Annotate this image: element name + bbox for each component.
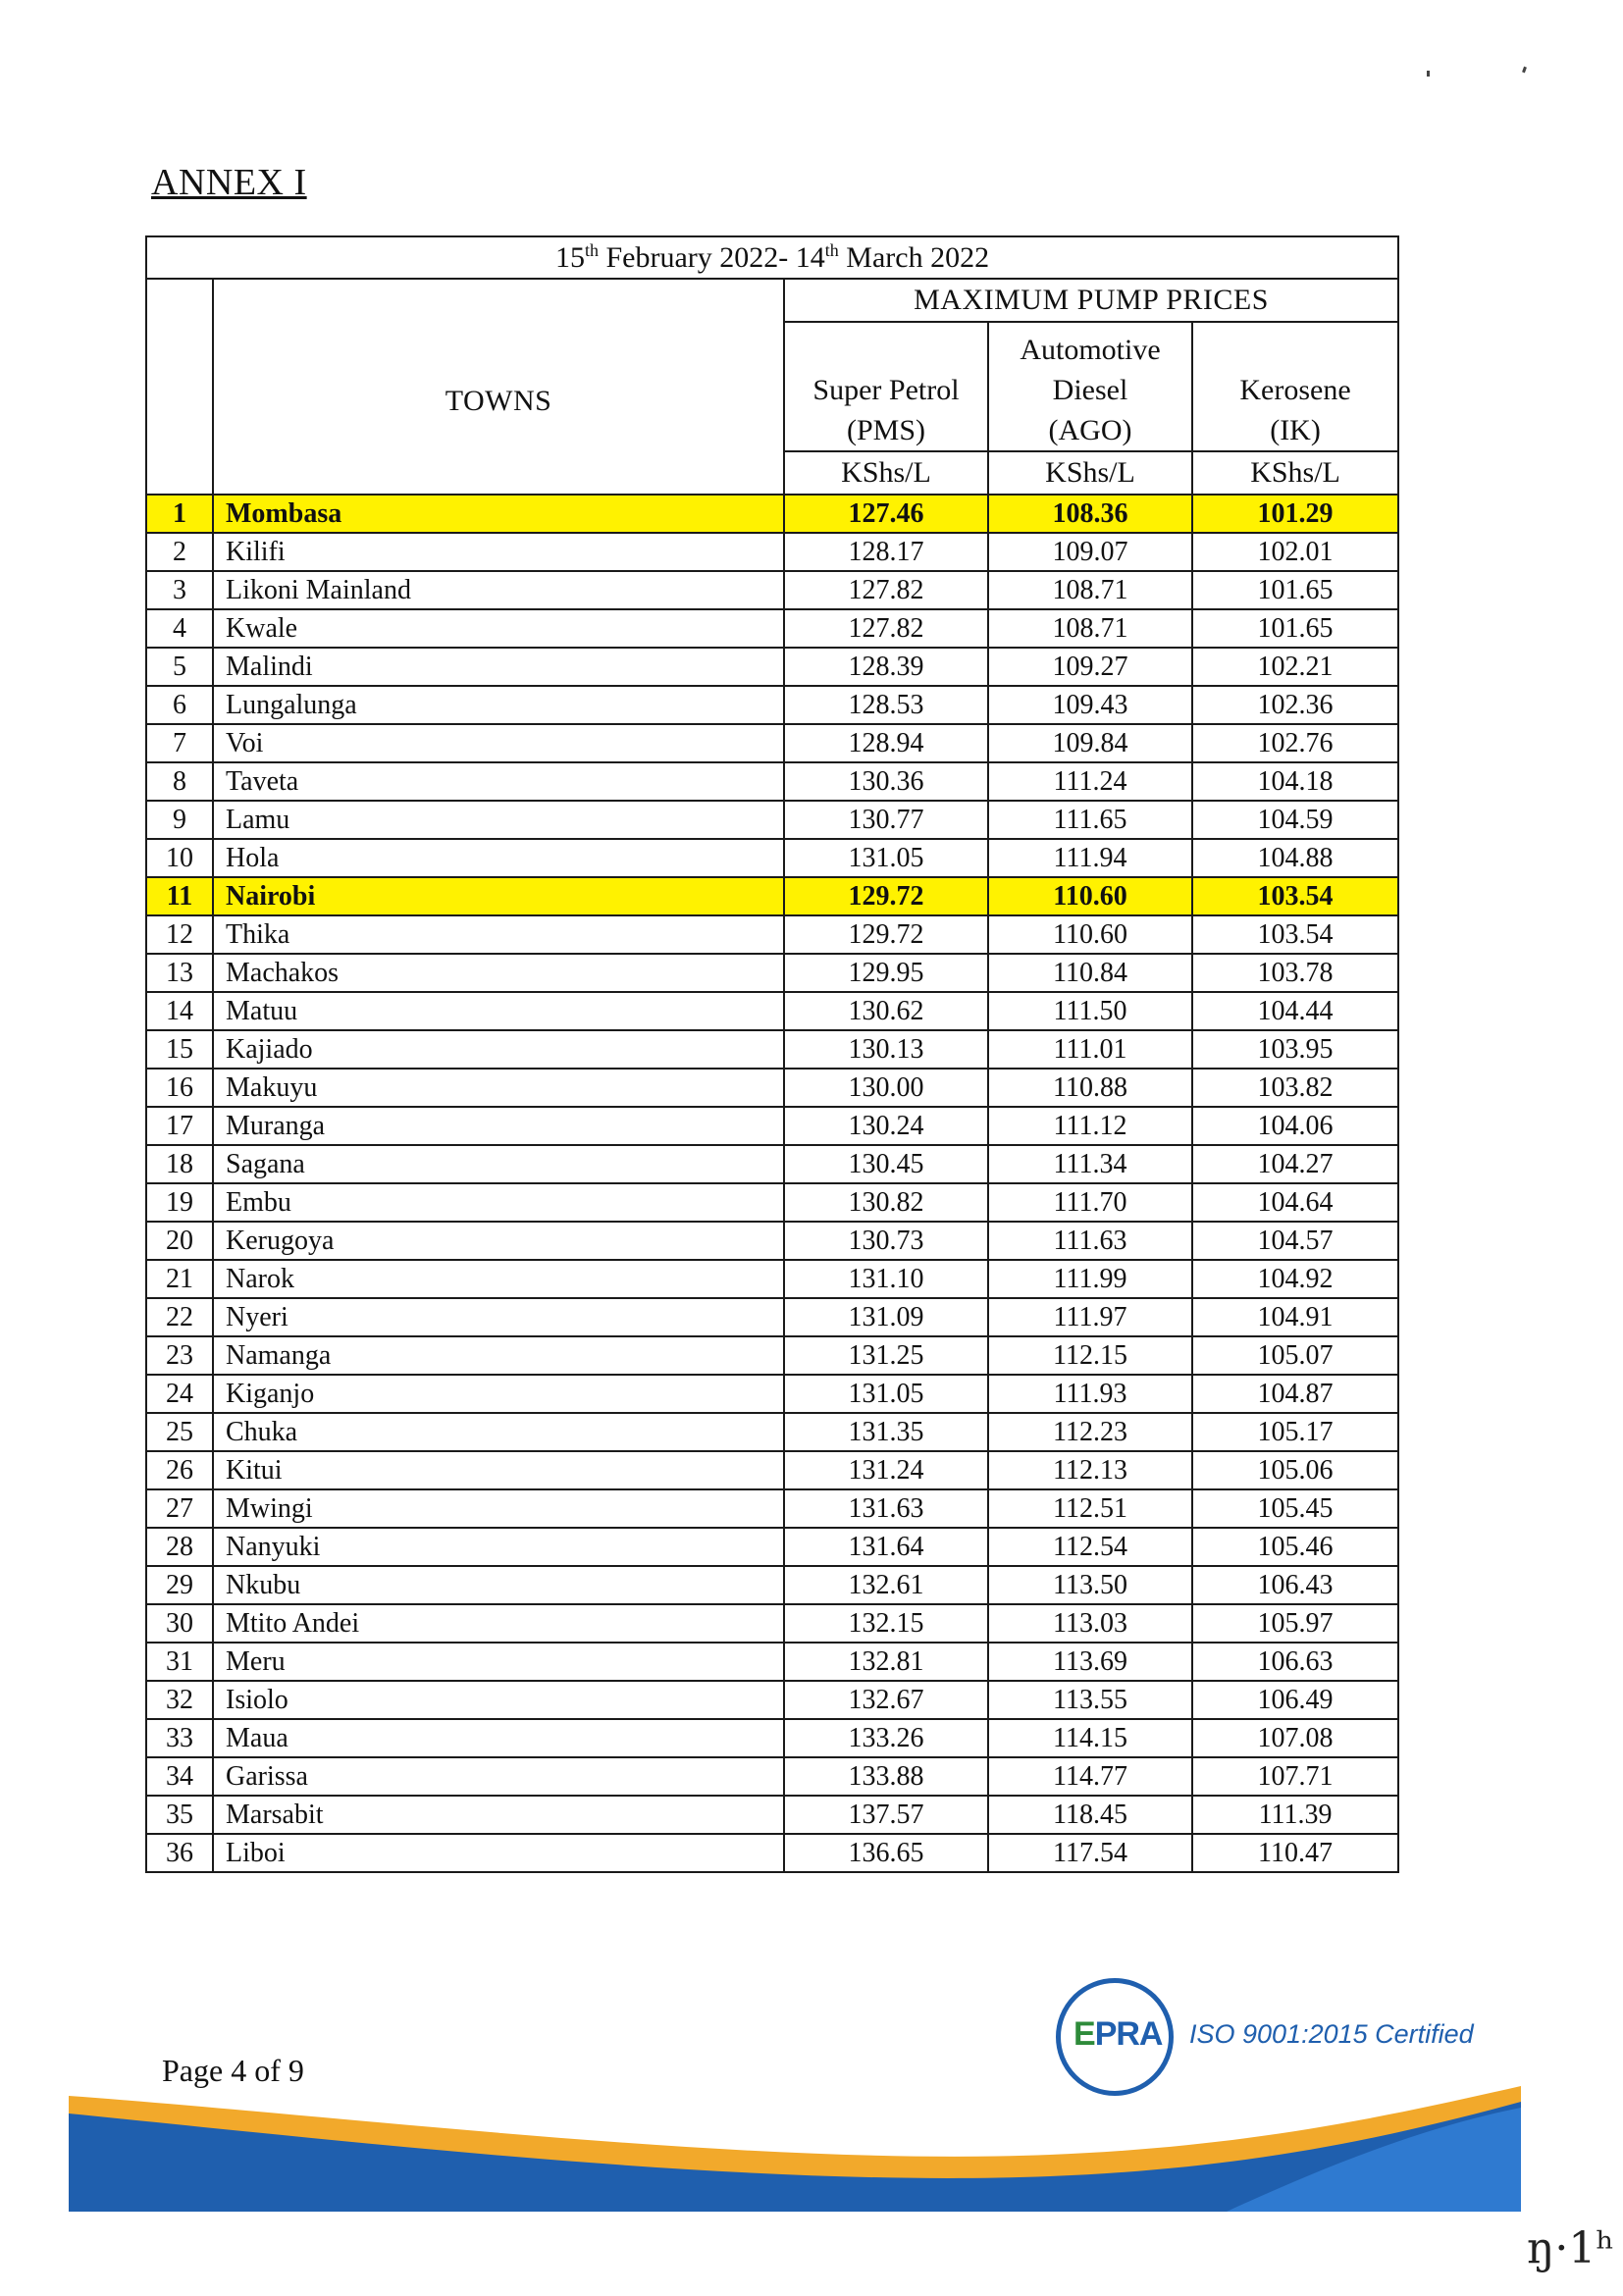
annex-title: ANNEX I — [151, 162, 307, 203]
kerosene-header: Kerosene (IK) — [1192, 322, 1398, 451]
town-name: Voi — [213, 724, 784, 762]
town-name: Matuu — [213, 992, 784, 1030]
town-name: Kajiado — [213, 1030, 784, 1069]
table-row — [146, 1298, 1398, 1336]
town-name: Machakos — [213, 954, 784, 992]
kerosene-price: 104.92 — [1192, 1260, 1398, 1298]
diesel-price: 108.71 — [988, 609, 1192, 648]
town-name: Kilifi — [213, 533, 784, 571]
super-petrol-price: 136.65 — [784, 1834, 988, 1872]
super-petrol-price: 137.57 — [784, 1796, 988, 1834]
super-petrol-price: 131.64 — [784, 1528, 988, 1566]
handwritten-mark: ŋ·1ʰ — [1527, 2223, 1615, 2273]
town-name: Embu — [213, 1183, 784, 1222]
town-name: Garissa — [213, 1757, 784, 1796]
diesel-price: 113.50 — [988, 1566, 1192, 1604]
super-petrol-unit: KShs/L — [784, 451, 988, 495]
diesel-price: 111.12 — [988, 1107, 1192, 1145]
diesel-price: 113.03 — [988, 1604, 1192, 1643]
row-number: 23 — [146, 1336, 213, 1375]
table-row — [146, 533, 1398, 571]
kerosene-price: 110.47 — [1192, 1834, 1398, 1872]
town-name: Kwale — [213, 609, 784, 648]
row-number: 27 — [146, 1489, 213, 1528]
super-petrol-price: 130.00 — [784, 1069, 988, 1107]
diesel-unit: KShs/L — [988, 451, 1192, 495]
town-name: Kiganjo — [213, 1375, 784, 1413]
row-number: 30 — [146, 1604, 213, 1643]
row-number: 6 — [146, 686, 213, 724]
row-number: 13 — [146, 954, 213, 992]
super-petrol-price: 131.10 — [784, 1260, 988, 1298]
table-row — [146, 1069, 1398, 1107]
kerosene-price: 103.54 — [1192, 915, 1398, 954]
diesel-price: 110.84 — [988, 954, 1192, 992]
kerosene-price: 106.49 — [1192, 1681, 1398, 1719]
super-petrol-price: 130.62 — [784, 992, 988, 1030]
row-number: 34 — [146, 1757, 213, 1796]
kerosene-price: 106.63 — [1192, 1643, 1398, 1681]
table-row — [146, 1489, 1398, 1528]
row-number: 11 — [146, 877, 213, 915]
town-name: Kerugoya — [213, 1222, 784, 1260]
town-name: Meru — [213, 1643, 784, 1681]
row-number: 10 — [146, 839, 213, 877]
town-name: Nkubu — [213, 1566, 784, 1604]
super-petrol-price: 131.63 — [784, 1489, 988, 1528]
diesel-price: 112.23 — [988, 1413, 1192, 1451]
diesel-price: 112.54 — [988, 1528, 1192, 1566]
diesel-price: 108.71 — [988, 571, 1192, 609]
diesel-price: 111.63 — [988, 1222, 1192, 1260]
towns-header: TOWNS — [213, 279, 784, 495]
town-name: Lungalunga — [213, 686, 784, 724]
kerosene-price: 111.39 — [1192, 1796, 1398, 1834]
town-name: Thika — [213, 915, 784, 954]
super-petrol-price: 130.77 — [784, 801, 988, 839]
row-number: 2 — [146, 533, 213, 571]
row-number: 9 — [146, 801, 213, 839]
kerosene-price: 101.65 — [1192, 571, 1398, 609]
super-petrol-price: 128.39 — [784, 648, 988, 686]
super-petrol-price: 133.88 — [784, 1757, 988, 1796]
table-row — [146, 495, 1398, 533]
pump-prices-table — [145, 235, 1399, 1873]
kerosene-price: 101.29 — [1192, 495, 1398, 533]
row-number: 20 — [146, 1222, 213, 1260]
super-petrol-price: 129.95 — [784, 954, 988, 992]
table-row — [146, 915, 1398, 954]
kerosene-price: 105.97 — [1192, 1604, 1398, 1643]
kerosene-price: 107.71 — [1192, 1757, 1398, 1796]
diesel-price: 114.15 — [988, 1719, 1192, 1757]
row-number: 15 — [146, 1030, 213, 1069]
town-name: Narok — [213, 1260, 784, 1298]
super-petrol-price: 128.94 — [784, 724, 988, 762]
table-row — [146, 1757, 1398, 1796]
super-petrol-price: 128.53 — [784, 686, 988, 724]
town-name: Nanyuki — [213, 1528, 784, 1566]
diesel-price: 112.13 — [988, 1451, 1192, 1489]
town-name: Malindi — [213, 648, 784, 686]
kerosene-price: 105.45 — [1192, 1489, 1398, 1528]
row-number: 3 — [146, 571, 213, 609]
period-header: 15th February 2022- 14th March 2022 — [146, 236, 1398, 279]
super-petrol-price: 131.05 — [784, 1375, 988, 1413]
town-name: Liboi — [213, 1834, 784, 1872]
max-pump-prices-header: MAXIMUM PUMP PRICES — [784, 279, 1398, 322]
diesel-price: 110.60 — [988, 877, 1192, 915]
town-name: Isiolo — [213, 1681, 784, 1719]
number-header — [146, 279, 213, 495]
table-row — [146, 992, 1398, 1030]
row-number: 25 — [146, 1413, 213, 1451]
row-number: 5 — [146, 648, 213, 686]
table-row — [146, 877, 1398, 915]
super-petrol-price: 127.82 — [784, 571, 988, 609]
table-row — [146, 1145, 1398, 1183]
super-petrol-price: 128.17 — [784, 533, 988, 571]
table-row — [146, 1451, 1398, 1489]
table-row — [146, 1030, 1398, 1069]
table-row — [146, 1183, 1398, 1222]
row-number: 35 — [146, 1796, 213, 1834]
kerosene-price: 103.54 — [1192, 877, 1398, 915]
town-name: Mombasa — [213, 495, 784, 533]
table-row — [146, 686, 1398, 724]
diesel-price: 118.45 — [988, 1796, 1192, 1834]
row-number: 26 — [146, 1451, 213, 1489]
table-row — [146, 1413, 1398, 1451]
town-name: Chuka — [213, 1413, 784, 1451]
kerosene-price: 102.21 — [1192, 648, 1398, 686]
town-name: Mtito Andei — [213, 1604, 784, 1643]
row-number: 19 — [146, 1183, 213, 1222]
row-number: 12 — [146, 915, 213, 954]
diesel-price: 108.36 — [988, 495, 1192, 533]
row-number: 21 — [146, 1260, 213, 1298]
row-number: 28 — [146, 1528, 213, 1566]
diesel-price: 111.94 — [988, 839, 1192, 877]
table-row — [146, 839, 1398, 877]
row-number: 18 — [146, 1145, 213, 1183]
super-petrol-price: 130.36 — [784, 762, 988, 801]
row-number: 32 — [146, 1681, 213, 1719]
town-name: Makuyu — [213, 1069, 784, 1107]
table-row — [146, 1719, 1398, 1757]
kerosene-price: 101.65 — [1192, 609, 1398, 648]
row-number: 36 — [146, 1834, 213, 1872]
kerosene-price: 103.82 — [1192, 1069, 1398, 1107]
kerosene-price: 106.43 — [1192, 1566, 1398, 1604]
table-row — [146, 1375, 1398, 1413]
super-petrol-header: Super Petrol (PMS) — [784, 322, 988, 451]
kerosene-price: 104.64 — [1192, 1183, 1398, 1222]
diesel-price: 111.24 — [988, 762, 1192, 801]
super-petrol-price: 130.13 — [784, 1030, 988, 1069]
kerosene-price: 104.44 — [1192, 992, 1398, 1030]
diesel-header: Automotive Diesel (AGO) — [988, 322, 1192, 451]
row-number: 4 — [146, 609, 213, 648]
town-name: Marsabit — [213, 1796, 784, 1834]
row-number: 8 — [146, 762, 213, 801]
super-petrol-price: 129.72 — [784, 877, 988, 915]
super-petrol-price: 132.67 — [784, 1681, 988, 1719]
diesel-price: 109.84 — [988, 724, 1192, 762]
super-petrol-price: 131.05 — [784, 839, 988, 877]
super-petrol-price: 130.73 — [784, 1222, 988, 1260]
kerosene-price: 107.08 — [1192, 1719, 1398, 1757]
diesel-price: 111.34 — [988, 1145, 1192, 1183]
table-row — [146, 1604, 1398, 1643]
kerosene-price: 105.07 — [1192, 1336, 1398, 1375]
town-name: Maua — [213, 1719, 784, 1757]
diesel-price: 109.07 — [988, 533, 1192, 571]
table-row — [146, 1222, 1398, 1260]
kerosene-price: 104.06 — [1192, 1107, 1398, 1145]
diesel-price: 111.70 — [988, 1183, 1192, 1222]
super-petrol-price: 129.72 — [784, 915, 988, 954]
row-number: 31 — [146, 1643, 213, 1681]
town-name: Lamu — [213, 801, 784, 839]
town-name: Sagana — [213, 1145, 784, 1183]
table-row — [146, 571, 1398, 609]
page-number: Page 4 of 9 — [162, 2053, 304, 2088]
super-petrol-price: 131.35 — [784, 1413, 988, 1451]
town-name: Hola — [213, 839, 784, 877]
super-petrol-price: 130.45 — [784, 1145, 988, 1183]
footer-wave-graphic — [69, 2078, 1521, 2216]
kerosene-price: 104.88 — [1192, 839, 1398, 877]
town-name: Muranga — [213, 1107, 784, 1145]
row-number: 22 — [146, 1298, 213, 1336]
diesel-price: 112.51 — [988, 1489, 1192, 1528]
diesel-price: 114.77 — [988, 1757, 1192, 1796]
table-row — [146, 1796, 1398, 1834]
kerosene-price: 104.59 — [1192, 801, 1398, 839]
kerosene-price: 103.78 — [1192, 954, 1398, 992]
diesel-price: 111.97 — [988, 1298, 1192, 1336]
super-petrol-price: 131.24 — [784, 1451, 988, 1489]
kerosene-price: 105.46 — [1192, 1528, 1398, 1566]
diesel-price: 110.88 — [988, 1069, 1192, 1107]
iso-certification-text: ISO 9001:2015 Certified — [1189, 2019, 1474, 2049]
diesel-price: 111.93 — [988, 1375, 1192, 1413]
kerosene-price: 105.06 — [1192, 1451, 1398, 1489]
super-petrol-price: 127.46 — [784, 495, 988, 533]
super-petrol-price: 127.82 — [784, 609, 988, 648]
super-petrol-price: 132.81 — [784, 1643, 988, 1681]
row-number: 29 — [146, 1566, 213, 1604]
diesel-price: 111.01 — [988, 1030, 1192, 1069]
price-rows — [146, 495, 1398, 1872]
row-number: 1 — [146, 495, 213, 533]
table-row — [146, 1107, 1398, 1145]
table-row — [146, 1566, 1398, 1604]
row-number: 24 — [146, 1375, 213, 1413]
super-petrol-price: 130.24 — [784, 1107, 988, 1145]
kerosene-price: 104.87 — [1192, 1375, 1398, 1413]
table-row — [146, 762, 1398, 801]
table-row — [146, 1834, 1398, 1872]
row-number: 16 — [146, 1069, 213, 1107]
super-petrol-price: 132.15 — [784, 1604, 988, 1643]
table-row — [146, 1681, 1398, 1719]
town-name: Namanga — [213, 1336, 784, 1375]
town-name: Kitui — [213, 1451, 784, 1489]
kerosene-price: 104.18 — [1192, 762, 1398, 801]
kerosene-price: 102.76 — [1192, 724, 1398, 762]
table-row — [146, 1643, 1398, 1681]
row-number: 17 — [146, 1107, 213, 1145]
table-row — [146, 609, 1398, 648]
town-name: Likoni Mainland — [213, 571, 784, 609]
kerosene-price: 104.91 — [1192, 1298, 1398, 1336]
town-name: Nyeri — [213, 1298, 784, 1336]
town-name: Taveta — [213, 762, 784, 801]
scan-speck — [1427, 71, 1430, 77]
kerosene-unit: KShs/L — [1192, 451, 1398, 495]
diesel-price: 117.54 — [988, 1834, 1192, 1872]
table-row — [146, 801, 1398, 839]
kerosene-price: 104.57 — [1192, 1222, 1398, 1260]
diesel-price: 109.43 — [988, 686, 1192, 724]
kerosene-price: 105.17 — [1192, 1413, 1398, 1451]
table-row — [146, 648, 1398, 686]
kerosene-price: 102.36 — [1192, 686, 1398, 724]
table-row — [146, 1336, 1398, 1375]
kerosene-price: 103.95 — [1192, 1030, 1398, 1069]
scan-speck — [1522, 67, 1527, 74]
table-row — [146, 1528, 1398, 1566]
super-petrol-price: 131.09 — [784, 1298, 988, 1336]
town-name: Nairobi — [213, 877, 784, 915]
diesel-price: 111.50 — [988, 992, 1192, 1030]
kerosene-price: 104.27 — [1192, 1145, 1398, 1183]
diesel-price: 110.60 — [988, 915, 1192, 954]
row-number: 33 — [146, 1719, 213, 1757]
table-row — [146, 1260, 1398, 1298]
diesel-price: 113.55 — [988, 1681, 1192, 1719]
table-row — [146, 954, 1398, 992]
kerosene-price: 102.01 — [1192, 533, 1398, 571]
super-petrol-price: 131.25 — [784, 1336, 988, 1375]
diesel-price: 111.65 — [988, 801, 1192, 839]
super-petrol-price: 130.82 — [784, 1183, 988, 1222]
super-petrol-price: 133.26 — [784, 1719, 988, 1757]
row-number: 7 — [146, 724, 213, 762]
row-number: 14 — [146, 992, 213, 1030]
town-name: Mwingi — [213, 1489, 784, 1528]
diesel-price: 109.27 — [988, 648, 1192, 686]
table-row — [146, 724, 1398, 762]
diesel-price: 111.99 — [988, 1260, 1192, 1298]
diesel-price: 113.69 — [988, 1643, 1192, 1681]
super-petrol-price: 132.61 — [784, 1566, 988, 1604]
diesel-price: 112.15 — [988, 1336, 1192, 1375]
